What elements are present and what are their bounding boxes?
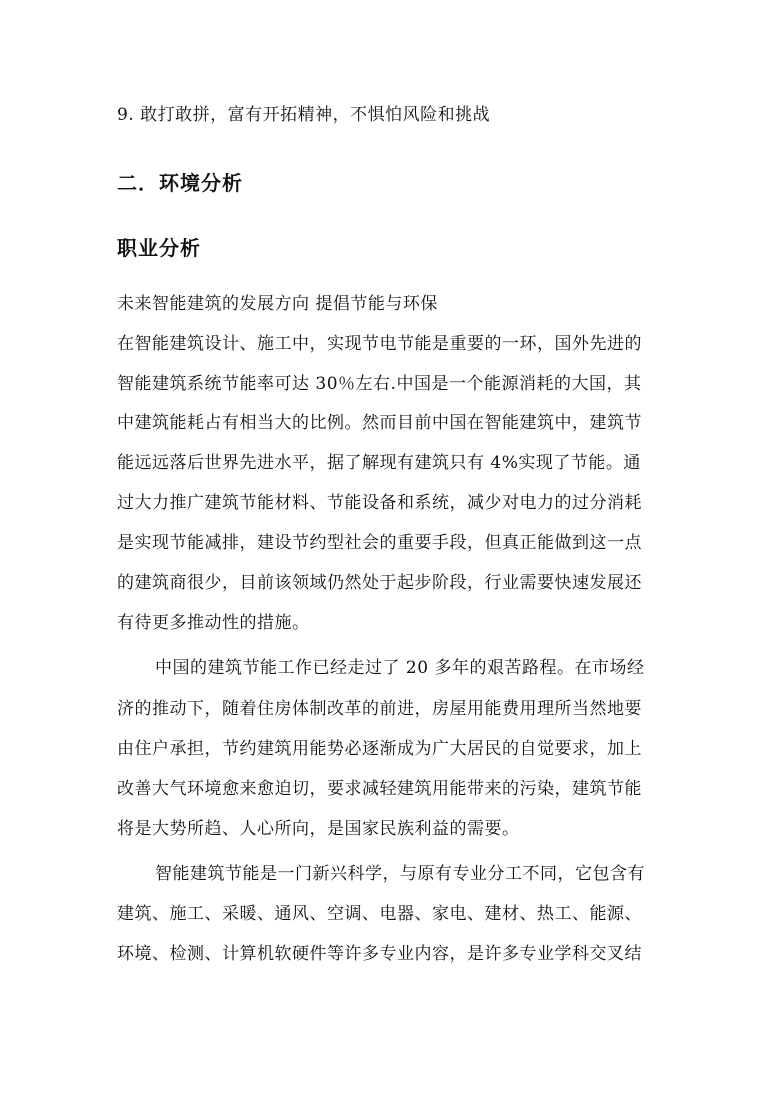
paragraph-line: 的建筑商很少，目前该领域仍然处于起步阶段，行业需要快速发展还: [117, 573, 642, 593]
paragraph-line: 建筑、施工、采暖、通风、空调、电器、家电、建材、热工、能源、: [117, 904, 642, 924]
subsection-heading: 职业分析: [117, 236, 201, 260]
paragraph-line: 过大力推广建筑节能材料、节能设备和系统，减少对电力的过分消耗: [117, 493, 642, 513]
paragraph-line: 是实现节能减排，建设节约型社会的重要手段，但真正能做到这一点: [117, 533, 642, 553]
paragraph-line: 能远远落后世界先进水平，据了解现有建筑只有 4%实现了节能。通: [117, 453, 641, 473]
paragraph-line: 智能建筑系统节能率可达 30％左右.中国是一个能源消耗的大国，其: [117, 374, 642, 394]
paragraph-line: 智能建筑节能是一门新兴科学，与原有专业分工不同，它包含有: [155, 864, 645, 884]
section-heading: 二．环境分析: [117, 171, 243, 195]
intro-line: 未来智能建筑的发展方向 提倡节能与环保: [117, 294, 438, 314]
paragraph-line: 由住户承担，节约建筑用能势必逐渐成为广大居民的自觉要求，加上: [117, 739, 642, 759]
list-item: 9. 敢打敢拼，富有开拓精神，不惧怕风险和挑战: [117, 105, 491, 125]
paragraph-line: 改善大气环境愈来愈迫切，要求减轻建筑用能带来的污染，建筑节能: [117, 779, 642, 799]
paragraph-line: 环境、检测、计算机软硬件等许多专业内容，是许多专业学科交叉结: [117, 944, 642, 964]
paragraph-line: 将是大势所趋、人心所向，是国家民族利益的需要。: [117, 819, 520, 839]
paragraph-line: 有待更多推动性的措施。: [117, 613, 310, 633]
paragraph-line: 中建筑能耗占有相当大的比例。然而目前中国在智能建筑中，建筑节: [117, 413, 642, 433]
paragraph-line: 中国的建筑节能工作已经走过了 20 多年的艰苦路程。在市场经: [155, 658, 645, 678]
paragraph-line: 在智能建筑设计、施工中，实现节电节能是重要的一环，国外先进的: [117, 334, 642, 354]
paragraph-line: 济的推动下，随着住房体制改革的前进，房屋用能费用理所当然地要: [117, 699, 642, 719]
